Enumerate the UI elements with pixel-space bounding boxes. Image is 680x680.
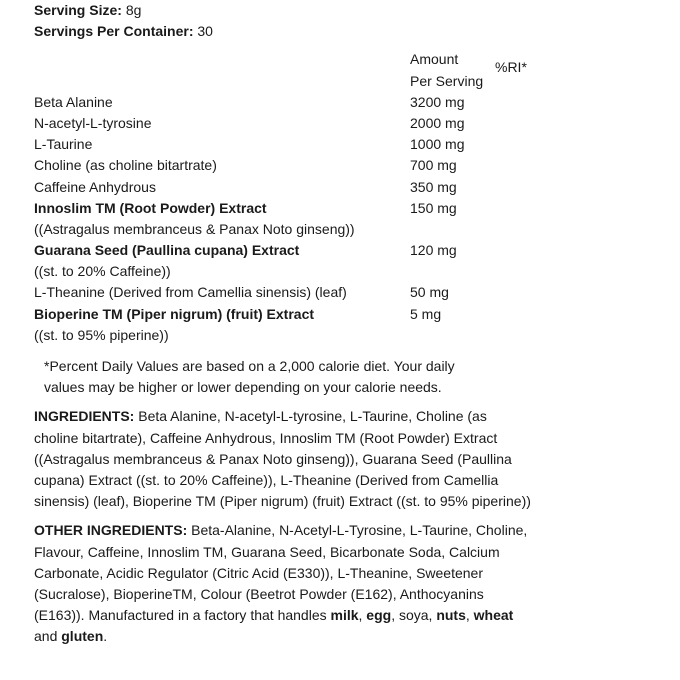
- ingredient-amount: 50 mg: [410, 284, 449, 301]
- ingredient-name: Caffeine Anhydrous: [34, 178, 156, 195]
- table-row: [34, 134, 554, 155]
- table-row: [34, 113, 554, 134]
- other-ingredients-text: Beta-Alanine, N-Acetyl-L-Tyrosine, L-Taurine, Choline, Flavour, Caffeine, Innoslim TM, Guarana Seed, Bicarbonate Soda, Calcium Carbonate, Acidic Regulator (Citric Acid (E330)), L-Theanine, Sweetener (Sucralose), BioperineTM, Colour (Beetrot Powder (E162), Anthocyanins (E163)). Manufactured in a factory that handles: [34, 522, 528, 624]
- ingredient-name: ((st. to 20% Caffeine)): [34, 263, 171, 280]
- serving-size-label: Serving Size:: [34, 2, 122, 18]
- separator: , soya,: [391, 607, 437, 624]
- ingredient-amount: 120 mg: [410, 242, 457, 259]
- serving-size: [34, 0, 554, 21]
- amount-per-serving-header: [410, 49, 500, 91]
- ingredient-name: Innoslim TM (Root Powder) Extract: [34, 199, 267, 216]
- ingredient-amount: 350 mg: [410, 178, 457, 195]
- allergen-wheat: wheat: [473, 607, 514, 624]
- serving-size-value: 8g: [125, 2, 142, 18]
- allergen-nuts: nuts: [436, 607, 466, 624]
- ingredient-name: L-Taurine: [34, 136, 93, 153]
- ingredient-name: Beta Alanine: [34, 93, 113, 110]
- ingredients-paragraph: [34, 406, 534, 512]
- ingredient-amount: 5 mg: [410, 305, 442, 322]
- ingredient-amount: 150 mg: [410, 199, 457, 216]
- daily-values-note: *Percent Daily Values are based on a 2,000 calorie diet. Your daily values may be higher or lower depending on your calorie needs.: [44, 358, 455, 396]
- separator: ,: [358, 607, 367, 624]
- servings-per-container-label: Servings Per Container:: [34, 23, 194, 40]
- ingredient-name: N-acetyl-L-tyrosine: [34, 114, 152, 131]
- ingredient-name: Bioperine TM (Piper nigrum) (fruit) Extract: [34, 305, 315, 322]
- ingredient-amount: 1000 mg: [410, 136, 465, 153]
- table-row: [34, 198, 554, 219]
- other-ingredients-label: OTHER INGREDIENTS:: [34, 522, 188, 539]
- separator: and: [34, 628, 62, 645]
- ingredients-text: Beta Alanine, N-acetyl-L-tyrosine, L-Taurine, Choline (as choline bitartrate), Caffeine Anhydrous, Innoslim TM (Root Powder) Extract ((Astragalus membranceus & Panax Noto ginseng)), Guarana Seed (Paullina cupana) Extract ((st. to 20% Caffeine)), L-Theanine (Derived from Camellia sinensis) (leaf), Bioperine TM (Piper nigrum) (fruit) Extract ((st. to 95% piperine)): [34, 408, 531, 510]
- servings-per-container-value: 30: [197, 23, 213, 40]
- table-row: [34, 304, 554, 325]
- ingredient-name: ((st. to 95% piperine)): [34, 326, 169, 343]
- ingredient-name: Guarana Seed (Paullina cupana) Extract: [34, 242, 300, 259]
- table-row: [34, 282, 554, 303]
- table-row: [34, 177, 554, 198]
- ingredient-amount: 3200 mg: [410, 93, 465, 110]
- table-row: [34, 261, 554, 282]
- ingredients-label: INGREDIENTS:: [34, 408, 135, 425]
- servings-per-container: [34, 21, 554, 42]
- allergen-milk: milk: [330, 607, 359, 624]
- other-ingredients-paragraph: [34, 520, 534, 647]
- ingredient-name: L-Theanine (Derived from Camellia sinensis) (leaf): [34, 284, 347, 301]
- allergen-gluten: gluten: [61, 628, 104, 645]
- nutrition-table-header: [34, 49, 554, 91]
- table-row: [34, 240, 554, 261]
- table-row: [34, 219, 554, 240]
- ingredient-name: Choline (as choline bitartrate): [34, 157, 217, 174]
- ingredient-name: ((Astragalus membranceus & Panax Noto ginseng)): [34, 220, 355, 237]
- table-row: [34, 155, 554, 176]
- amount-header-line2: Per Serving: [410, 72, 484, 89]
- nutrition-table-rows: [34, 92, 554, 346]
- separator: .: [103, 628, 108, 645]
- allergen-egg: egg: [366, 607, 392, 624]
- ingredient-amount: 2000 mg: [410, 114, 465, 131]
- table-row: [34, 325, 554, 346]
- table-row: [34, 92, 554, 113]
- ri-header: %RI*: [495, 59, 527, 76]
- amount-header-line1: Amount: [410, 51, 459, 68]
- supplement-facts-panel: [34, 0, 554, 648]
- separator: ,: [465, 607, 474, 624]
- ingredient-amount: 700 mg: [410, 157, 457, 174]
